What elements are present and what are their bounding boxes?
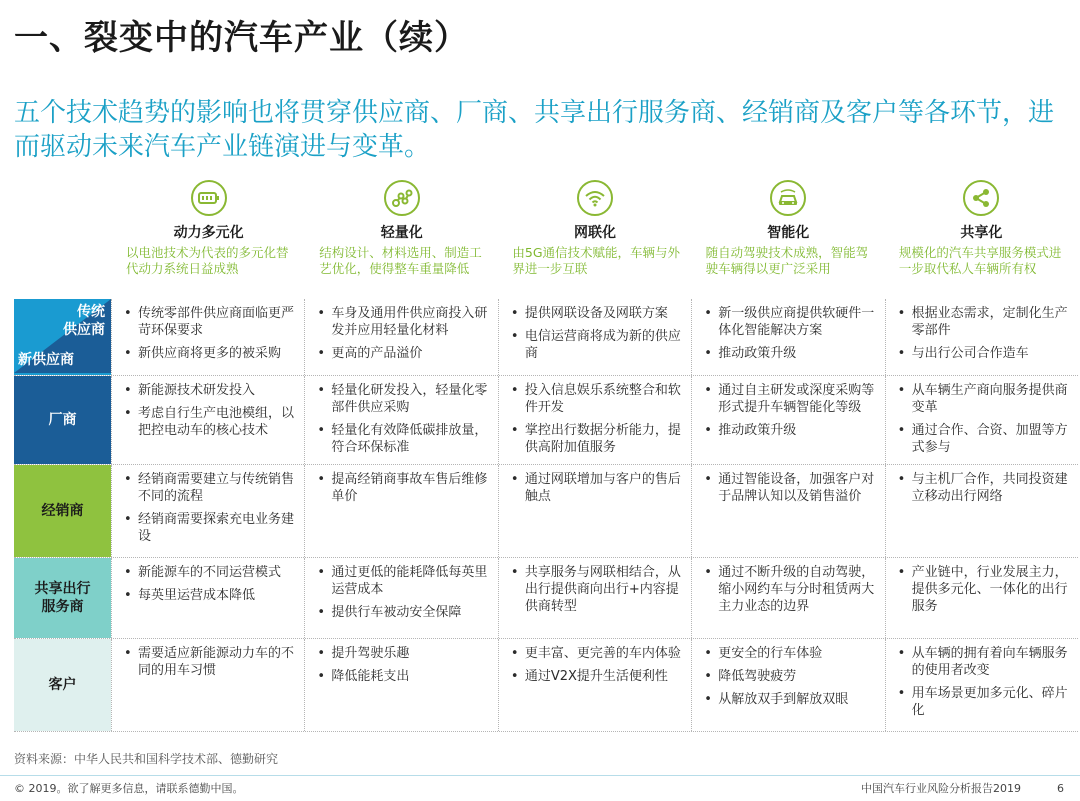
column-title: 网联化 [574,225,616,241]
molecule-icon [384,180,420,216]
bullet-item: • 提升驾驶乐趣 [317,645,491,662]
bullet-item: • 通过V2X提升生活便利性 [511,668,685,685]
bullet-item: • 需要适应新能源动力车的不同的用车习惯 [124,645,298,679]
bullet-item: • 根据业态需求，定制化生产零部件 [898,305,1072,339]
table-cell [111,299,304,375]
table-row [14,376,1078,465]
bullet-item: • 传统零部件供应商面临更严苛环保要求 [124,305,298,339]
bullet-item: • 通过合作、合资、加盟等方式参与 [898,422,1072,456]
table-cell [691,558,884,638]
bullet-item: • 通过更低的能耗降低每英里运营成本 [317,564,491,598]
bullet-item: • 新能源技术研发投入 [124,382,298,399]
footer-divider [0,775,1080,776]
table-cell [111,639,304,731]
column-description: 以电池技术为代表的多元化替代动力系统日益成熟 [126,245,289,276]
column-title: 智能化 [767,225,810,241]
bullet-item: • 提高经销商事故车售后维修单价 [317,471,491,505]
row-label-new-suppliers: 新供应商 [18,352,74,368]
page-number: 6 [1057,782,1064,795]
table-cell [691,639,884,731]
table-cell [498,639,691,731]
table-row [14,465,1078,558]
bullet-item: • 通过自主研发或深度采购等形式提升车辆智能化等级 [704,382,878,416]
footer-report-title: 中国汽车行业风险分析报告2019 [861,782,1021,795]
table-row [14,299,1078,376]
bullet-item: • 新供应商将更多的被采购 [124,345,298,362]
bullet-item: • 用车场景更加多元化、碎片化 [898,685,1072,719]
bullet-item: • 从车辆的拥有着向车辆服务的使用者改变 [898,645,1072,679]
bullet-item: • 更高的产品溢价 [317,345,491,362]
table-cell [304,299,497,375]
row-label-traditional-suppliers: 传统 供应商 [63,304,105,338]
bullet-item: • 通过网联增加与客户的售后触点 [511,471,685,505]
table-cell [304,639,497,731]
column-title: 共享化 [960,225,1003,241]
row-header [14,465,111,557]
row-label: 经销商 [41,503,84,519]
table-cell [498,465,691,557]
table-cell [885,465,1078,557]
bullet-item: • 投入信息娱乐系统整合和软件开发 [511,382,685,416]
bullet-item: • 推动政策升级 [704,422,878,439]
bullet-item: • 与出行公司合作造车 [898,345,1072,362]
page-title: 一、裂变中的汽车产业（续） [14,18,469,58]
row-header [14,639,111,731]
column-header [692,180,885,298]
column-header [112,180,305,298]
table-cell [111,376,304,464]
source-note: 资料来源：中华人民共和国科学技术部、德勤研究 [14,752,279,766]
bullet-item: • 共享服务与网联相结合，从出行提供商向出行+内容提供商转型 [511,564,685,615]
bullet-item: • 提供网联设备及网联方案 [511,305,685,322]
table-cell [498,299,691,375]
bullet-item: • 每英里运营成本降低 [124,587,298,604]
bullet-item: • 提供行车被动安全保障 [317,604,491,621]
bullet-item: • 通过不断升级的自动驾驶，缩小网约车与分时租赁两大主力业态的边界 [704,564,878,615]
column-description: 结构设计、材料选用、制造工艺优化，使得整车重量降低 [319,245,482,276]
table-cell [111,558,304,638]
bullet-item: • 经销商需要探索充电业务建设 [124,511,298,545]
column-header [305,180,498,298]
battery-icon [191,180,227,216]
table-cell [304,376,497,464]
bullet-item: • 通过智能设备，加强客户对于品牌认知以及销售溢价 [704,471,878,505]
bullet-item: • 降低能耗支出 [317,668,491,685]
bullet-item: • 从车辆生产商向服务提供商变革 [898,382,1072,416]
row-header [14,558,111,638]
bullet-item: • 新能源车的不同运营模式 [124,564,298,581]
bullet-item: • 降低驾驶疲劳 [704,668,878,685]
table-cell [885,376,1078,464]
share-icon [963,180,999,216]
table-cell [304,558,497,638]
row-label: 厂商 [48,412,77,428]
table-cell [885,639,1078,731]
bullet-item: • 新一级供应商提供软硬件一体化智能解决方案 [704,305,878,339]
footer-copyright: © 2019。欲了解更多信息，请联系德勤中国。 [14,782,244,795]
subtitle: 五个技术趋势的影响也将贯穿供应商、厂商、共享出行服务商、经销商及客户等各环节，进而驱动未来汽车产业链演进与变革。 [14,98,1055,162]
impact-table [14,299,1078,732]
column-description: 规模化的汽车共享服务模式进一步取代私人车辆所有权 [898,245,1062,276]
row-header [14,376,111,464]
column-headers [112,180,1078,298]
row-label: 共享出行 服务商 [34,581,91,615]
autonomous-car-icon [770,180,806,216]
bullet-item: • 与主机厂合作，共同投资建立移动出行网络 [898,471,1072,505]
table-cell [885,299,1078,375]
table-cell [691,299,884,375]
table-cell [691,376,884,464]
column-header [498,180,691,298]
table-cell [885,558,1078,638]
bullet-item: • 考虑自行生产电池模组，以把控电动车的核心技术 [124,405,298,439]
bullet-item: • 更安全的行车体验 [704,645,878,662]
table-cell [498,558,691,638]
table-cell [691,465,884,557]
bullet-item: • 轻量化研发投入，轻量化零部件供应采购 [317,382,491,416]
column-title: 轻量化 [380,225,423,241]
column-title: 动力多元化 [173,225,244,241]
bullet-item: • 轻量化有效降低碳排放量，符合环保标准 [317,422,491,456]
bullet-item: • 掌控出行数据分析能力，提供高附加值服务 [511,422,685,456]
bullet-item: • 更丰富、更完善的车内体验 [511,645,685,662]
bullet-item: • 电信运营商将成为新的供应商 [511,328,685,362]
footer-right [861,780,1064,796]
column-description: 由5G通信技术赋能，车辆与外界进一步互联 [512,245,681,276]
table-cell [498,376,691,464]
wifi-icon [577,180,613,216]
table-row [14,558,1078,639]
bullet-item: • 推动政策升级 [704,345,878,362]
column-header [885,180,1078,298]
column-description: 随自动驾驶技术成熟，智能驾驶车辆得以更广泛采用 [705,245,869,276]
bullet-item: • 产业链中，行业发展主力，提供多元化、一体化的出行服务 [898,564,1072,615]
bullet-item: • 从解放双手到解放双眼 [704,691,878,708]
bullet-item: • 车身及通用件供应商投入研发并应用轻量化材料 [317,305,491,339]
table-cell [304,465,497,557]
row-label: 客户 [48,677,77,693]
bullet-item: • 经销商需要建立与传统销售不同的流程 [124,471,298,505]
row-header [14,299,111,375]
table-row [14,639,1078,732]
table-cell [111,465,304,557]
